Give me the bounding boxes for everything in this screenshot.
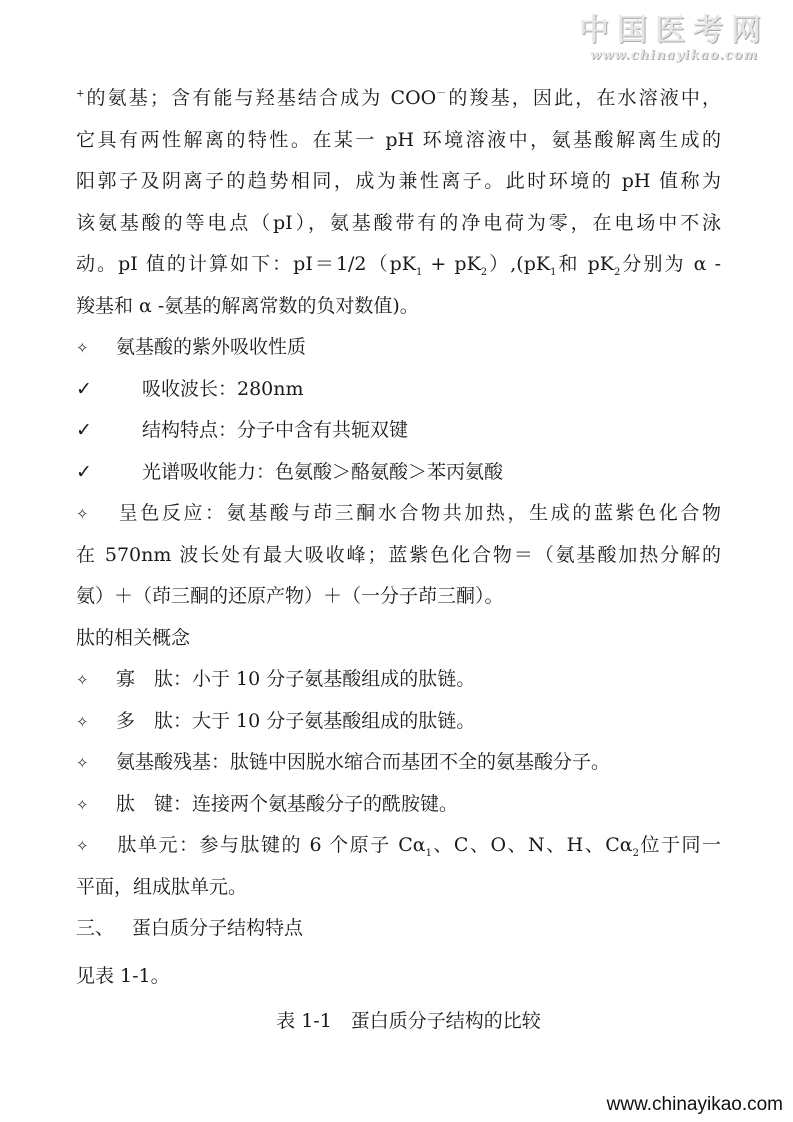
text-span: 肽单元：参与肽键的 6 个原子 Cα: [116, 834, 426, 856]
superscript: +: [76, 88, 85, 100]
subscript: 2: [614, 266, 621, 278]
text-span: 位于同一: [638, 834, 721, 856]
diamond-bullet-icon: ✧: [76, 671, 89, 689]
paragraph-line: [76, 78, 721, 120]
paragraph-line: 它具有两性解离的特性。在某一 pH 环境溶液中，氨基酸解离生成的: [76, 128, 721, 151]
list-item: [76, 825, 721, 867]
section-heading: [76, 908, 721, 950]
section-bullet-title: [76, 327, 721, 369]
text-span: 呈色反应：氨基酸与茚三酮水合物共加热，生成的蓝紫色化合物: [116, 502, 721, 524]
document-page: [76, 78, 721, 1043]
section-heading: 肽的相关概念: [76, 626, 191, 649]
site-logo: [569, 14, 779, 64]
subscript: 2: [632, 847, 639, 859]
subscript: 1: [425, 847, 432, 859]
paragraph-line: 该氨基酸的等电点（pI），氨基酸带有的净电荷为零，在电场中不泳: [76, 211, 721, 234]
subscript: 1: [550, 266, 557, 278]
checklist-text: 结构特点：分子中含有共轭双键: [142, 419, 409, 441]
color-reaction-section: [76, 493, 721, 618]
text-span: 的氨基；含有能与羟基结合成为 COO: [84, 87, 437, 109]
diamond-bullet-icon: ✧: [76, 712, 89, 731]
paragraph-line: [76, 244, 721, 286]
text-span: ）,(pK: [487, 253, 551, 275]
diamond-bullet-icon: ✧: [76, 754, 89, 772]
superscript: －: [436, 88, 447, 100]
paragraph-line: 阳郭子及阴离子的趋势相同，成为兼性离子。此时环境的 pH 值称为: [76, 170, 721, 192]
list-item-text: 肽 键：连接两个氨基酸分子的酰胺键。: [116, 792, 459, 815]
amino-acid-ionization-paragraph: [76, 78, 721, 327]
diamond-bullet-icon: ✧: [76, 837, 89, 855]
section-title: 蛋白质分子结构特点: [132, 917, 304, 939]
diamond-bullet-icon: ✧: [76, 339, 89, 357]
text-span: 动。pI 值的计算如下：pI＝1/2（pK: [76, 253, 416, 275]
uv-absorption-section: [76, 327, 721, 493]
checkmark-icon: ✓: [76, 377, 92, 400]
protein-structure-section: [76, 908, 721, 1043]
list-item: [76, 701, 721, 743]
checkmark-icon: ✓: [76, 460, 92, 483]
list-item-text: 多 肽：大于 10 分子氨基酸组成的肽链。: [116, 709, 476, 732]
checklist-item: [76, 369, 721, 411]
paragraph-line: 羧基和 α -氨基的解离常数的负对数值)。: [76, 294, 419, 317]
diamond-bullet-icon: ✧: [76, 795, 89, 814]
text-span: 、C、O、N、H、Cα: [431, 834, 633, 856]
text-span: 和 pK: [556, 253, 614, 275]
paragraph-line: 氨）＋（茚三酮的还原产物）＋（一分子茚三酮）。: [76, 585, 504, 607]
checklist-item: [76, 452, 721, 494]
paragraph-line: 在 570nm 波长处有最大吸收峰；蓝紫色化合物＝（氨基酸加热分解的: [76, 543, 721, 566]
logo-url-text: www.chinayikao.com: [589, 48, 759, 63]
text-span: 的羧基，因此，在水溶液中，: [446, 87, 721, 109]
list-item: [76, 742, 721, 784]
checklist-text: 光谱吸收能力：色氨酸＞酪氨酸＞苯丙氨酸: [142, 460, 504, 483]
subscript: 2: [480, 266, 488, 278]
list-item-text: 寡 肽：小于 10 分子氨基酸组成的肽链。: [116, 668, 476, 690]
list-item: [76, 784, 721, 826]
section-number: 三、: [76, 917, 115, 939]
uv-title: 氨基酸的紫外吸收性质: [116, 336, 307, 358]
text-span: + pK: [422, 253, 481, 275]
paragraph-line: [76, 493, 721, 535]
checklist-item: [76, 410, 721, 452]
table-caption: 表 1-1 蛋白质分子结构的比较: [276, 1010, 541, 1032]
diamond-bullet-icon: ✧: [76, 505, 89, 523]
subscript: 1: [415, 266, 423, 278]
peptide-section: [76, 618, 721, 909]
list-item: [76, 659, 721, 701]
checkmark-icon: ✓: [76, 419, 92, 441]
paragraph-line: 平面，组成肽单元。: [76, 875, 248, 898]
logo-chinese-text: 中国医考网: [579, 13, 769, 48]
list-item-text: 氨基酸残基：肽链中因脱水缩合而基团不全的氨基酸分子。: [116, 751, 611, 773]
checklist-text: 吸收波长：280nm: [142, 377, 304, 400]
footer-url: www.chinayikao.com: [606, 1094, 783, 1115]
text-span: 分别为 α -: [620, 253, 721, 275]
table-reference: 见表 1-1。: [76, 964, 170, 987]
